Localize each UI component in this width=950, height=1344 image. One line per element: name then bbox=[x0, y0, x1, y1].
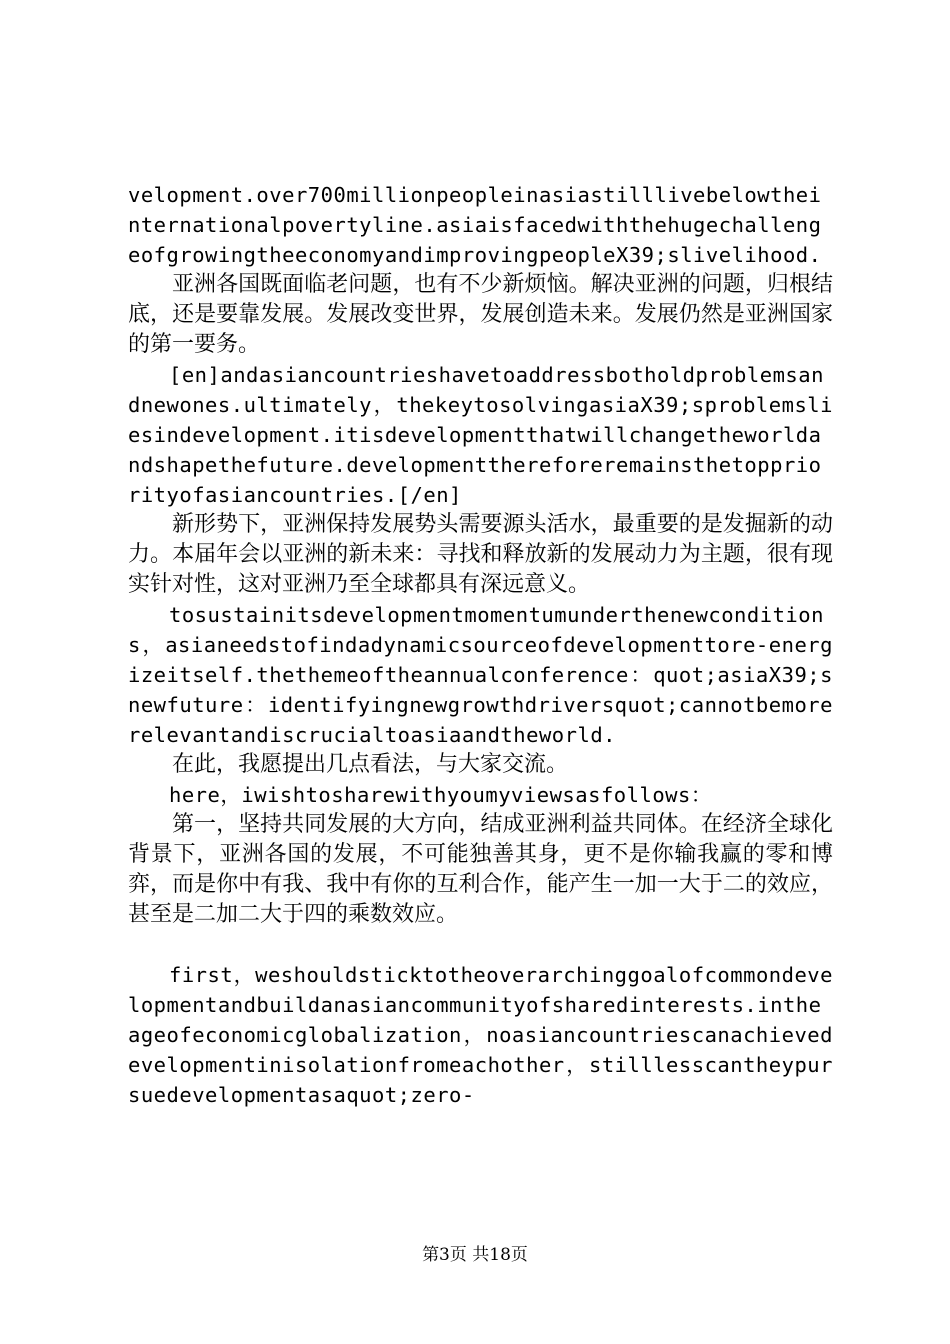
paragraph-english-4: here，iwishtosharewithyoumyviewsasfollows： bbox=[169, 783, 712, 807]
paragraph-chinese-2: 新形势下，亚洲保持发展势头需要源头活水，最重要的是发掘新的动力。本届年会以亚洲的新未来：寻找和释放新的发展动力为主题，很有现实针对性，这对亚洲乃至全球都具有深远意义。 bbox=[128, 512, 833, 597]
paragraph-chinese-3: 在此，我愿提出几点看法，与大家交流。 bbox=[172, 752, 569, 777]
paragraph-english-3: tosustainitsdevelopmentmomentumunderthenewconditions，asianeedstofindadynamicsourceofdevelopmenttore-energizeitself.thethemeoftheannualconference：quot;asiaX39;snewfuture：identifyingnewgrowthdriversquot;cannotbemorerelevantandiscrucialtoasiaandtheworld. bbox=[128, 603, 833, 747]
paragraph-chinese-4: 第一，坚持共同发展的大方向，结成亚洲利益共同体。在经济全球化背景下，亚洲各国的发展，不可能独善其身，更不是你输我赢的零和博弈，而是你中有我、我中有你的互利合作，能产生一加一大于二的效应，甚至是二加二大于四的乘数效应。 bbox=[128, 812, 833, 927]
paragraph-english-1: velopment.over700millionpeopleinasiastilllivebelowtheinternationalpovertyline.asiaisfacedwiththehugechallengeofgrowingtheeconomyandimprovingpeopleX39;slivelihood. bbox=[128, 183, 822, 267]
paragraph-chinese-1: 亚洲各国既面临老问题，也有不少新烦恼。解决亚洲的问题，归根结底，还是要靠发展。发展改变世界，发展创造未来。发展仍然是亚洲国家的第一要务。 bbox=[128, 272, 833, 357]
page-number-footer: 第3页 共18页 bbox=[422, 1245, 528, 1265]
paragraph-english-5: first，weshouldsticktotheoverarchinggoalofcommondevelopmentandbuildanasiancommunityofsharedinterests.intheageofeconomicglobalization，noasiancountriescanachievedevelopmentinisolationfromeachother，stilllesscantheypursuedevelopmentasaquot;zero- bbox=[128, 963, 833, 1107]
document-body bbox=[128, 180, 833, 1110]
paragraph-english-2: [en]andasiancountrieshavetoaddressbotholdproblemsandnewones.ultimately，thekeytosolvingasiaX39;sproblemsliesindevelopment.itisdevelopmentthatwillchangetheworldandshapethefuture.developmentthereforeremainsthetoppriorityofasiancountries.[/en] bbox=[128, 363, 833, 507]
